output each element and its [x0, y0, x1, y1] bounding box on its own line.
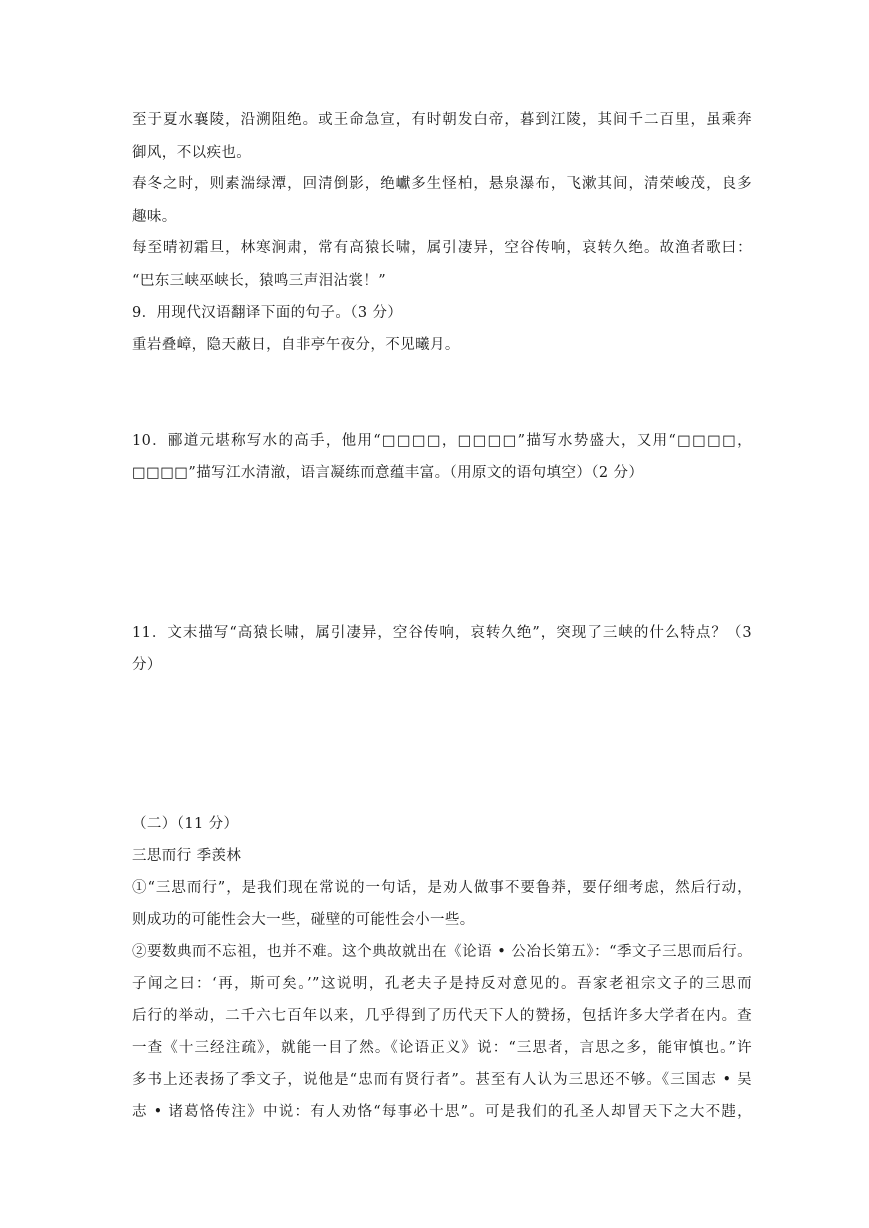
essay-paragraph-line: 则成功的可能性会大一些，碰壁的可能性会小一些。 [132, 912, 475, 928]
question-11-line: 11．文末描写“高猿长啸，属引凄异，空谷传响，哀转久绝”，突现了三峡的什么特点？（3 [132, 625, 752, 641]
passage-line: “巴东三峡巫峡长，猿鸣三声泪沾裳！” [132, 273, 387, 289]
essay-paragraph-line: 后行的举动，二千六七百年以来，几乎得到了历代天下人的赞扬，包括许多大学者在内。查 [132, 1008, 752, 1024]
question-11-line: 分） [132, 657, 162, 673]
essay-paragraph-line: ①“三思而行”，是我们现在常说的一句话，是劝人做事不要鲁莽，要仔细考虑，然后行动， [132, 880, 752, 896]
essay-paragraph-line: 一查《十三经注疏》，就能一目了然。《论语正义》说：“三思者，言思之多，能审慎也。”许 [132, 1040, 752, 1056]
essay-paragraph-line: 子闻之曰：‘再，斯可矣。’”这说明，孔老夫子是持反对意见的。吾家老祖宗文子的三思而 [132, 976, 752, 992]
essay-paragraph-line: 多书上还表扬了季文子，说他是“忠而有贤行者”。甚至有人认为三思还不够。《三国志 • 吴 [132, 1072, 752, 1088]
passage-line: 春冬之时，则素湍绿潭，回清倒影，绝巘多生怪柏，悬泉瀑布，飞漱其间，清荣峻茂，良多 [132, 176, 752, 192]
passage-line: 至于夏水襄陵，沿溯阻绝。或王命急宣，有时朝发白帝，暮到江陵，其间千二百里，虽乘奔 [132, 112, 752, 128]
section-two-header: （二）（11 分） [132, 816, 239, 832]
passage-line: 御风，不以疾也。 [132, 145, 252, 161]
question-9-prompt: 9．用现代汉语翻译下面的句子。（3 分） [132, 305, 403, 321]
question-10-line: □□□□”描写江水清澈，语言凝练而意蕴丰富。（用原文的语句填空）（2 分） [132, 465, 644, 481]
essay-paragraph-line: 志 • 诸葛恪传注》中说：有人劝恪“每事必十思”。可是我们的孔圣人却冒天下之大不韪， [132, 1104, 752, 1120]
passage-line: 每至晴初霜旦，林寒涧肃，常有高猿长啸，属引凄异，空谷传响，哀转久绝。故渔者歌曰： [132, 240, 752, 256]
passage-line: 趣味。 [132, 209, 177, 225]
essay-paragraph-line: ②要数典而不忘祖，也并不难。这个典故就出在《论语 • 公冶长第五》：“季文子三思而后行。 [132, 944, 752, 960]
question-9-sentence: 重岩叠嶂，隐天蔽日，自非亭午夜分，不见曦月。 [132, 337, 460, 353]
section-two-title: 三思而行 季羡林 [132, 848, 242, 864]
question-10-line: 10．郦道元堪称写水的高手，他用“□□□□，□□□□”描写水势盛大，又用“□□□□， [132, 433, 752, 449]
